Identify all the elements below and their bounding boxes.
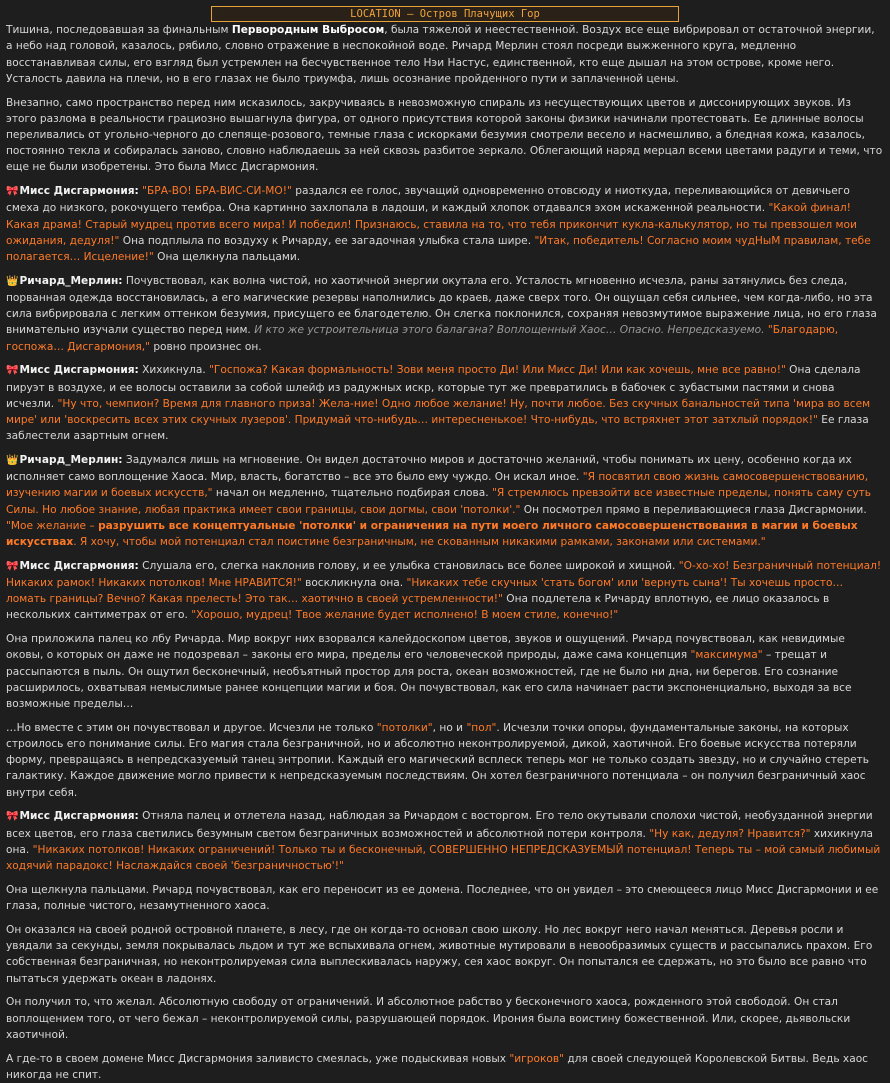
narration-paragraph: А где-то в своем домене Мисс Дисгармония заливисто смеялась, уже подыскивая новых "игроков" для своей следующей Королевской Битвы. Ведь хаос никогда не спит. — [6, 1052, 869, 1081]
quote: "БРА-ВО! БРА-ВИС-СИ-МО!" — [142, 185, 292, 198]
quote: "Хорошо, мудрец! Твое желание будет исполнено! В моем стиле, конечно!" — [191, 609, 619, 622]
inner-thought: И кто же устроительница этого балагана? Воплощенный Хаос… Опасно. Непредсказуемо. — [254, 324, 765, 337]
dialogue-paragraph: 👑Ричард_Мерлин: Почувствовал, как волна чистой, но хаотичной энергии окутала его. Усталость мгновенно исчезла, раны затянулись без следа, порванная одежда восстановилась, а его магические резервы наполнились до краев, даже сверх того. Он ощущал себя сильнее, чем когда-либо, но эта сила вибрировала с легким оттенком безумия, присущего ее благодетелю. Он слегка поклонился, сохраняя невозмутимое выражение лица, но его глаза внимательно изучали существо перед ним. И кто же устроительница этого балагана? Воплощенный Хаос… Опасно. Непредсказуемо. "Благодарю, госпожа… Дисгармония," ровно произнес он. — [6, 274, 877, 353]
speaker-name: Мисс Дисгармония: — [19, 559, 139, 572]
crown-icon: 👑 — [6, 455, 19, 467]
location-banner: LOCATION – Остров Плачущих Гор — [211, 6, 679, 22]
narration-paragraph: Тишина, последовавшая за финальным Первородным Выбросом, была тяжелой и неестественной. Воздух все еще вибрировал от остаточной энергии, а небо над головой, казалось, рябило, словно отражение в неспокойной воде. Ричард Мерлин стоял посреди выжженного круга, медленно восстанавливая силы, его взгляд был устремлен на бесчувственное тело Нэи Настус, единственной, кто еще дышал на этом острове, кроме него. Усталость давила на плечи, но в его глазах не было триумфа, лишь осознание пройденного пути и заплаченной цены. — [6, 24, 875, 85]
quote: "Я стремлюсь превзойти все известные пределы, понять саму суть Силы. Но любое знание, любая практика имеет свои границы, свои догмы, свои 'потолки'." — [6, 487, 872, 516]
location-banner-wrap — [0, 0, 890, 22]
quote: "игроков" — [509, 1052, 564, 1065]
bow-icon: 🎀 — [6, 560, 19, 572]
story-log — [0, 22, 890, 1083]
dialogue-paragraph: 🎀Мисс Дисгармония: Слушала его, слегка наклонив голову, и ее улыбка становилась все более широкой и хищной. "О-хо-хо! Безграничный потенциал! Никаких рамок! Никаких потолков! Мне НРАВИТСЯ!" воскликнула она. "Никаких тебе скучных 'стать богом' или 'вернуть сына'! Ты хочешь просто… ломать границы? Вечно? Какая прелесть! Это так… хаотично в своей устремленности!" Она подлетела к Ричарду вплотную, ее лицо оказалось в нескольких сантиметрах от его. "Хорошо, мудрец! Твое желание будет исполнено! В моем стиле, конечно!" — [6, 559, 882, 622]
quote: "Мое желание – — [6, 519, 99, 532]
speaker-name: Мисс Дисгармония: — [19, 185, 139, 198]
dialogue-paragraph: 🎀Мисс Дисгармония: Хихикнула. "Госпожа? Какая формальность! Зови меня просто Ди! Или Мисс Ди! Или как хочешь, мне все равно!" Она сделала пируэт в воздухе, и ее волосы оставили за собой шлейф из радужных искр, которые тут же превратились в бабочек с зубастыми пастями и снова исчезли. "Ну что, чемпион? Время для главного приза! Жела-ние! Одно любое желание! Ну, почти любое. Без скучных банальностей типа 'мира во всем мире' или 'воскресить всех этих скучных лузеров'. Придумай что-нибудь… интересненькое! Что-нибудь, что встряхнет этот затхлый порядок!" Ее глаза заблестели азартным огнем. — [6, 364, 871, 443]
narration-paragraph: Он оказался на своей родной островной планете, в лесу, где он когда-то основал свою школу. Но лес вокруг него начал меняться. Деревья росли и увядали за секунды, земля покрывалась льдом и тут же вспыхивала огнем, животные мутировали в невообразимых существ и рассыпались прахом. Его собственная безграничная, но неконтролируемая сила выплескивалась наружу, сея хаос вокруг. Он попытался ее сдержать, но это было все равно что пытаться удержать океан в ладонях. — [6, 923, 873, 985]
quote: "Итак, победитель! Согласно моим чудНыМ правилам, тебе полагается… Исцеление!" — [6, 234, 871, 264]
quote: "Госпожа? Какая формальность! Зови меня просто Ди! Или Мисс Ди! Или как хочешь, мне все равно!" — [209, 364, 786, 377]
quote: "Ну как, дедуля? Нравится?" — [649, 827, 811, 840]
narration-paragraph: Она щелкнула пальцами. Ричард почувствовал, как его переносит из ее домена. Последнее, что он увидел – это смеющееся лицо Мисс Дисгармонии и ее глаза, полные чистого, незамутненного хаоса. — [6, 883, 879, 913]
bold-term: Первородным Выбросом — [231, 24, 385, 37]
quote: "Я посвятил свою жизнь самосовершенствованию, изучению магии и боевых искусств," — [6, 471, 869, 500]
quote: "О-хо-хо! Безграничный потенциал! Никаких рамок! Никаких потолков! Мне НРАВИТСЯ!" — [6, 559, 882, 590]
quote: "потолки" — [376, 721, 433, 734]
speaker-name: Ричард_Мерлин: — [19, 454, 123, 467]
quote: "Никаких потолков! Никаких ограничений! Только ты и бесконечный, СОВЕРШЕННО НЕПРЕДСКАЗУЕМЫЙ потенциал! Теперь ты – мой самый любимый ходячий парадокс! Наслаждайся своей 'безграничностью'!" — [6, 843, 881, 873]
bow-icon: 🎀 — [6, 186, 19, 198]
quote-emphasis: разрушить все концептуальные 'потолки' и ограничения на пути моего личного самосовершенствования в магии и боевых искусствах — [6, 519, 858, 549]
dialogue-paragraph: 🎀Мисс Дисгармония: "БРА-ВО! БРА-ВИС-СИ-МО!" раздался ее голос, звучащий одновременно отовсюду и ниоткуда, переливающийся от девичьего смеха до низкого, рокочущего тембра. Она картинно захлопала в ладоши, и каждый хлопок отдавался эхом искаженной реальности. "Какой финал! Какая драма! Старый мудрец против всего мира! И победил! Признаюсь, ставила на то, что тебя прикончит кукла-калькулятор, но ты превзошел мои ожидания, дедуля!" Она подплыла по воздуху к Ричарду, ее загадочная улыбка стала шире. "Итак, победитель! Согласно моим чудНыМ правилам, тебе полагается… Исцеление!" Она щелкнула пальцами. — [6, 185, 871, 264]
quote: "Никаких тебе скучных 'стать богом' или 'вернуть сына'! Ты хочешь просто… ломать границы? Вечно? Какая прелесть! Это так… хаотично в своей устремленности!" — [6, 577, 844, 606]
narration-paragraph: Он получил то, что желал. Абсолютную свободу от ограничений. И абсолютное рабство у бесконечного хаоса, рожденного этой свободой. Он стал воплощением того, от чего бежал – неконтролируемой силы, разрушающей порядок. Ирония была воистину божественной. Или, скорее, дьявольски хаотичной. — [6, 996, 851, 1041]
quote: "пол" — [466, 721, 497, 734]
dialogue-paragraph: 👑Ричард_Мерлин: Задумался лишь на мгновение. Он видел достаточно миров и достаточно желаний, чтобы понимать их цену, особенно когда их исполняет само воплощение Хаоса. Мир, власть, богатство – все это было ему чуждо. Он искал иное. "Я посвятил свою жизнь самосовершенствованию, изучению магии и боевых искусств," начал он медленно, тщательно подбирая слова. "Я стремлюсь превзойти все известные пределы, понять саму суть Силы. Но любое знание, любая практика имеет свои границы, свои догмы, свои 'потолки'." Он посмотрел прямо в переливающиеся глаза Дисгармонии. "Мое желание – разрушить все концептуальные 'потолки' и ограничения на пути моего личного самосовершенствования в магии и боевых искусствах. Я хочу, чтобы мой потенциал стал поистине безграничным, не скованным никакими рамками, законами или системами." — [6, 454, 872, 549]
quote: "Какой финал! Какая драма! Старый мудрец против всего мира! И победил! Признаюсь, ставила на то, что тебя прикончит кукла-калькулятор, но ты превзошел мои ожидания, дедуля!" — [6, 202, 857, 247]
dialogue-paragraph: 🎀Мисс Дисгармония: Отняла палец и отлетела назад, наблюдая за Ричардом с восторгом. Его тело окутывали сполохи чистой, необузданной энергии всех цветов, его глаза светились безумным светом безграничных возможностей и абсолютной потери контроля. "Ну как, дедуля? Нравится?" хихикнула она. "Никаких потолков! Никаких ограничений! Только ты и бесконечный, СОВЕРШЕННО НЕПРЕДСКАЗУЕМЫЙ потенциал! Теперь ты – мой самый любимый ходячий парадокс! Наслаждайся своей 'безграничностью'!" — [6, 810, 881, 873]
speaker-name: Ричард_Мерлин: — [19, 274, 123, 287]
narration-paragraph: Внезапно, само пространство перед ним исказилось, закручиваясь в невозможную спираль из несуществующих цветов и диссонирующих звуков. Из этого разлома в реальности грациозно вышагнула фигура, от одного присутствия которой законы физики начинали протестовать. Ее длинные волосы переливались от угольно-черного до слепяще-розового, темные глаза с искорками безумия смотрели весело и насмешливо, а бледная кожа, казалось, постоянно текла и собиралась заново, словно наблюдаешь за ней сквозь разбитое зеркало. Облегающий наряд мерцал всеми цветами радуги и теми, что еще не были изобретены. Это была Мисс Дисгармония. — [6, 96, 883, 174]
quote: "максимума" — [690, 649, 763, 662]
quote: . Я хочу, чтобы мой потенциал стал поистине безграничным, не скованным никакими рамками, законами или системами." — [73, 536, 766, 549]
bow-icon: 🎀 — [6, 811, 19, 823]
speaker-name: Мисс Дисгармония: — [19, 810, 139, 823]
speaker-name: Мисс Дисгармония: — [19, 364, 139, 377]
quote: "Ну что, чемпион? Время для главного приза! Жела-ние! Одно любое желание! Ну, почти любое. Без скучных банальностей типа 'мира во всем мире' или 'воскресить всех этих скучных лузеров'. Придумай что-нибудь… интересненькое! Что-нибудь, что встряхнет этот затхлый порядок!" — [6, 397, 871, 427]
quote: "Благодарю, госпожа… Дисгармония," — [6, 324, 839, 353]
crown-icon: 👑 — [6, 275, 19, 287]
narration-paragraph: Она приложила палец ко лбу Ричарда. Мир вокруг них взорвался калейдоскопом цветов, звуков и ощущений. Ричард почувствовал, как невидимые оковы, о которых он даже не подозревал – законы его мира, пределы его человеческой природы, даже сама концепция "максимума" – трещат и рассыпаются в пыль. Он ощутил бесконечный, необъятный простор для роста, океан возможностей, где не было ни дна, ни берегов. Его сознание расширилось, охватывая немыслимые ранее концепции магии и боя. Он почувствовал, как его сила начинает расти экспоненциально, выходя за все возможные пределы… — [6, 633, 852, 711]
bow-icon: 🎀 — [6, 365, 19, 377]
narration-paragraph: …Но вместе с этим он почувствовал и другое. Исчезли не только "потолки", но и "пол". Исчезли точки опоры, фундаментальные законы, на которых строилось его понимание силы. Его магия стала безграничной, но и абсолютно неконтролируемой, дикой, хаотичной. Его боевые искусства потеряли форму, превращаясь в непредсказуемый танец энтропии. Каждый его магический всплеск теперь мог не только создать звезду, но и случайно стереть галактику. Каждое движение могло привести к непредсказуемым последствиям. Он хотел безграничного потенциала – он получил безграничный хаос внутри себя. — [6, 721, 870, 799]
